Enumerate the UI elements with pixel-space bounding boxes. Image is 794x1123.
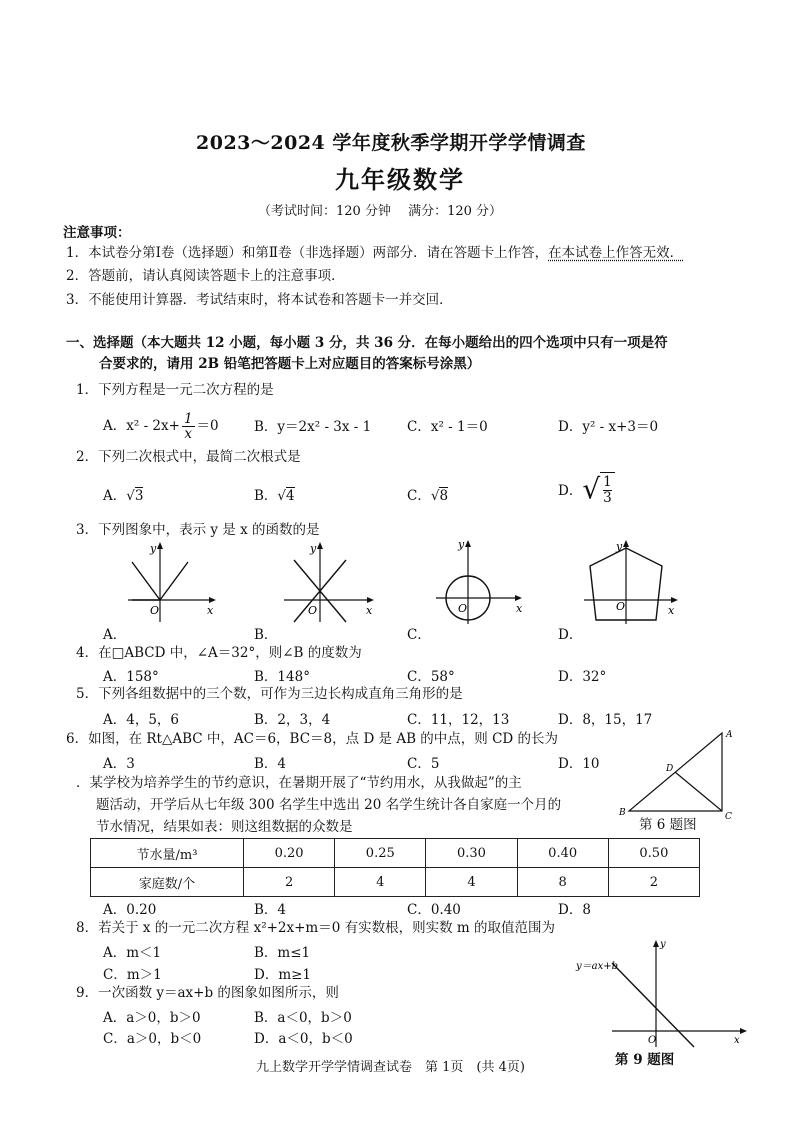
q8-option-c: C．m＞1 (103, 967, 162, 983)
q5-option-a: A．4，5，6 (103, 712, 180, 728)
graph-line (160, 562, 188, 600)
notice-heading: 注意事项： (63, 225, 131, 241)
q2-option-b (254, 484, 295, 504)
q1-a-tail: ＝0 (196, 418, 219, 434)
table-cell: 节水量/m³ (91, 839, 244, 868)
x-arrow-icon (367, 597, 374, 603)
q3-graph-b (280, 540, 380, 625)
q1-option-b: B．y＝2x² - 3x - 1 (254, 419, 372, 435)
q4-option-b: B．148° (254, 669, 310, 685)
q3-graph-a (120, 540, 220, 625)
label-a: A (726, 730, 733, 740)
y-label: y (150, 542, 157, 555)
q2-stem: 2．下列二次根式中，最简二次根式是 (76, 449, 301, 465)
sqrt-icon: √ (277, 488, 287, 504)
q8-option-d: D．m≥1 (254, 967, 312, 983)
table-row (91, 839, 700, 868)
q1-option-a (103, 412, 219, 441)
table-cell: 8 (517, 868, 608, 897)
origin-label: O (648, 1035, 657, 1046)
q1-a-frac-num: 1 (183, 411, 193, 427)
q8-option-b: B．m≤1 (254, 945, 311, 961)
q1-a-text: A．x² - 2x+ (103, 418, 180, 434)
x-arrow-icon (515, 595, 522, 601)
q9-option-d: D．a＜0，b＜0 (254, 1031, 353, 1047)
q5-option-d: D．8，15，17 (558, 712, 653, 728)
q4-option-d: D．32° (558, 669, 607, 685)
section1-line1: 一、选择题（本大题共 12 小题，每小题 3 分，共 36 分．在每小题给出的四个选项中只有一项是符 (66, 335, 668, 351)
label-b: B (619, 808, 626, 818)
q2-c-radicand: 8 (439, 488, 449, 504)
q7-option-c: C．0.40 (407, 902, 461, 918)
x-label: x (366, 604, 373, 617)
y-label: y (616, 540, 623, 553)
q7-option-b: B．4 (254, 902, 287, 918)
sqrt-icon: √ (126, 488, 135, 504)
q7-line2: 题活动，开学后从七年级 300 名学生中选出 20 名学生统计各自家庭一个月的 (96, 797, 562, 813)
q6-option-d: D．10 (558, 756, 600, 772)
q4-option-c: C．58° (407, 669, 455, 685)
x-label: x (734, 1035, 740, 1046)
q7-line1: ．某学校为培养学生的节约意识，在暑期开展了“节约用水，从我做起”的主 (76, 775, 522, 791)
sqrt-icon: √ (582, 472, 601, 506)
label-d: D (666, 764, 674, 774)
y-arrow-icon (653, 940, 659, 947)
q2-d-fraction (600, 472, 615, 506)
table-cell: 0.25 (335, 839, 426, 868)
q8-stem: 8．若关于 x 的一元二次方程 x²+2x+m＝0 有实数根，则实数 m 的取值范围为 (76, 920, 555, 936)
table-cell: 0.20 (244, 839, 335, 868)
table-cell: 4 (335, 868, 426, 897)
q9-caption: 第 9 题图 (615, 1052, 675, 1068)
q3-option-c: C． (407, 627, 431, 643)
notice-item-1-emphasis: 在本试卷上作答无效． (548, 245, 684, 261)
q9-stem: 9．一次函数 y＝ax+b 的图象如图所示，则 (76, 985, 339, 1001)
q2-b-label: B． (254, 488, 278, 504)
q9-option-c: C．a＞0，b＜0 (103, 1031, 202, 1047)
segment-cd (675, 772, 722, 811)
x-arrow-icon (671, 597, 678, 603)
table-cell: 2 (608, 868, 699, 897)
q3-graph-c (432, 536, 532, 626)
x-label: x (516, 602, 523, 615)
q2-b-radicand: 4 (286, 488, 295, 504)
page-footer: 九上数学开学学情调查试卷 第 1页 (共 4页) (256, 1060, 525, 1075)
sqrt-icon: √ (430, 488, 440, 504)
table-cell: 2 (244, 868, 335, 897)
q3-option-d: D． (558, 627, 583, 643)
x-label: x (668, 604, 675, 617)
x-arrow-icon (740, 1028, 747, 1034)
q6-option-a: A．3 (103, 756, 135, 772)
table-cell: 0.50 (608, 839, 699, 868)
q2-c-label: C． (407, 488, 431, 504)
table-cell: 0.30 (426, 839, 517, 868)
q7-line3: 节水情况，结果如表：则这组数据的众数是 (96, 819, 353, 835)
q6-option-b: B．4 (254, 756, 287, 772)
table-cell: 0.40 (517, 839, 608, 868)
q7-option-d: D．8 (558, 902, 591, 918)
exam-info: （考试时间：120 分钟 满分：120 分） (258, 204, 503, 219)
exam-subject: 九年级数学 (335, 165, 465, 194)
q3-option-b: B． (254, 627, 278, 643)
notice-item-1-text: 1．本试卷分第Ⅰ卷（选择题）和第Ⅱ卷（非选择题）两部分．请在答题卡上作答， (66, 245, 549, 261)
table-cell: 4 (426, 868, 517, 897)
q1-option-d: D．y² - x+3＝0 (558, 419, 659, 435)
q1-a-fraction (182, 412, 195, 441)
q4-option-a: A．158° (103, 669, 159, 685)
table-row (91, 868, 700, 897)
q5-option-b: B．2，3，4 (254, 712, 331, 728)
q6-stem: 6．如图，在 Rt△ABC 中，AC＝6，BC＝8，点 D 是 AB 的中点，则 CD 的长为 (66, 731, 559, 747)
q5-option-c: C．11，12，13 (407, 712, 510, 728)
q9-option-b: B．a＜0，b＞0 (254, 1010, 352, 1026)
origin-label: O (458, 602, 468, 615)
y-label: y (458, 538, 465, 551)
q9-option-a: A．a＞0，b＞0 (103, 1010, 201, 1026)
notice-item-1 (66, 244, 683, 262)
q3-stem: 3．下列图象中，表示 y 是 x 的函数的是 (76, 522, 320, 538)
q2-option-a (103, 484, 143, 504)
y-arrow-icon (317, 542, 323, 549)
q3-graph-d (580, 536, 680, 626)
q1-stem: 1．下列方程是一元二次方程的是 (76, 382, 274, 398)
q1-a-frac-den: x (184, 426, 193, 442)
q7-option-a: A．0.20 (103, 902, 157, 918)
q1-option-c: C．x² - 1＝0 (407, 419, 488, 435)
q2-d-den: 3 (603, 490, 612, 506)
q3-option-a: A． (103, 627, 127, 643)
q7-table (90, 838, 700, 897)
q2-a-label: A． (103, 488, 127, 504)
q2-d-num: 1 (603, 474, 612, 490)
x-label: x (207, 604, 214, 617)
origin-label: O (616, 600, 626, 613)
y-arrow-icon (157, 542, 163, 549)
exam-title: 2023～2024 学年度秋季学期开学学情调查 (196, 132, 586, 154)
x-arrow-icon (209, 597, 216, 603)
notice-item-2: 2．答题前，请认真阅读答题卡上的注意事项． (66, 268, 345, 284)
table-cell: 家庭数/个 (91, 868, 244, 897)
q6-caption: 第 6 题图 (639, 817, 697, 833)
label-c: C (725, 812, 732, 822)
q4-stem: 4．在□ABCD 中，∠A＝32°，则∠B 的度数为 (76, 645, 362, 661)
y-arrow-icon (623, 540, 629, 547)
q2-a-radicand: 3 (134, 488, 144, 504)
q8-option-a: A．m＜1 (103, 945, 162, 961)
graph-line (132, 562, 160, 600)
q5-stem: 5．下列各组数据中的三个数，可作为三边长构成直角三角形的是 (76, 686, 463, 702)
y-label: y (660, 939, 666, 950)
q6-figure (615, 727, 740, 822)
origin-label: O (308, 604, 318, 617)
line-label: y＝ax+b (576, 961, 619, 972)
q6-option-c: C．5 (407, 756, 440, 772)
origin-label: O (150, 604, 160, 617)
q2-option-c (407, 484, 448, 504)
y-arrow-icon (465, 540, 471, 547)
q9-figure (572, 935, 752, 1050)
q2-option-d (558, 472, 615, 506)
notice-item-3: 3．不能使用计算器．考试结束时，将本试卷和答题卡一并交回． (66, 292, 453, 308)
y-label: y (310, 542, 317, 555)
section1-line2: 合要求的，请用 2B 铅笔把答题卡上对应题目的答案标号涂黑） (99, 356, 481, 372)
q2-d-label: D． (558, 483, 583, 499)
